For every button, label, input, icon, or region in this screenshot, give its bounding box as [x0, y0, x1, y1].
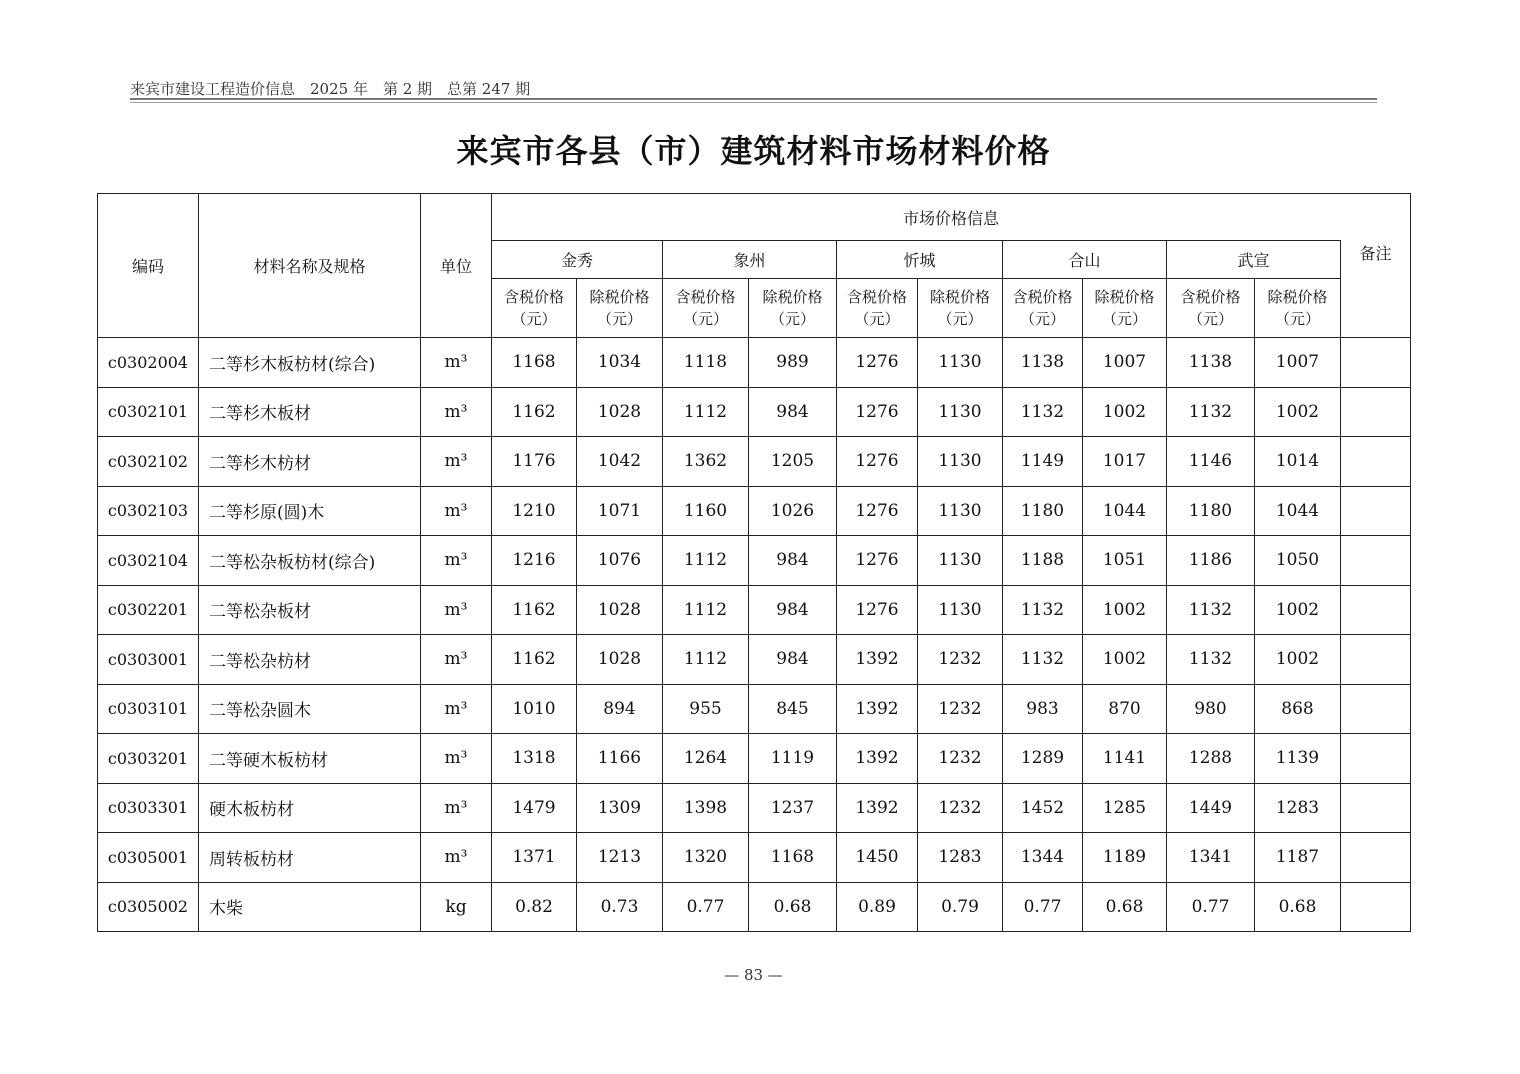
price-incl-tax-cell: 1132 [1167, 635, 1255, 685]
price-excl-tax-cell: 1205 [749, 437, 837, 487]
material-unit: m³ [421, 585, 492, 635]
col-header-price-excl-tax: 除税价格（元） [1083, 279, 1167, 338]
price-incl-tax-cell: 1276 [837, 536, 918, 586]
material-code: c0302004 [98, 338, 199, 388]
price-incl-tax-cell: 1264 [663, 734, 749, 784]
table-row [98, 734, 1411, 784]
remark-cell [1341, 635, 1411, 685]
page-title: 来宾市各县（市）建筑材料市场材料价格 [456, 132, 1051, 170]
price-excl-tax-cell: 1130 [918, 536, 1003, 586]
material-unit: kg [421, 882, 492, 932]
price-incl-tax-cell: 1132 [1003, 635, 1083, 685]
price-excl-tax-cell: 0.68 [749, 882, 837, 932]
market-info-header: 市场价格信息 [492, 194, 1411, 241]
remark-cell [1341, 734, 1411, 784]
material-name: 二等松杂板材 [199, 585, 421, 635]
price-incl-tax-cell: 1176 [492, 437, 577, 487]
material-code: c0302102 [98, 437, 199, 487]
material-name: 二等杉木板材 [199, 387, 421, 437]
material-code: c0302103 [98, 486, 199, 536]
price-excl-tax-cell: 1141 [1083, 734, 1167, 784]
price-incl-tax-cell: 1132 [1167, 585, 1255, 635]
price-incl-tax-cell: 1362 [663, 437, 749, 487]
price-incl-tax-cell: 1162 [492, 585, 577, 635]
material-name: 二等硬木板枋材 [199, 734, 421, 784]
remark-cell [1341, 387, 1411, 437]
col-header-price-excl-tax: 除税价格（元） [749, 279, 837, 338]
price-excl-tax-cell: 1130 [918, 585, 1003, 635]
price-table [97, 193, 1411, 932]
col-header-price-incl-tax: 含税价格（元） [1003, 279, 1083, 338]
price-incl-tax-cell: 0.82 [492, 882, 577, 932]
material-code: c0303201 [98, 734, 199, 784]
table-row [98, 338, 1411, 388]
table-row [98, 833, 1411, 883]
price-excl-tax-cell: 1119 [749, 734, 837, 784]
price-incl-tax-cell: 1112 [663, 635, 749, 685]
price-excl-tax-cell: 894 [577, 684, 663, 734]
material-name: 硬木板枋材 [199, 783, 421, 833]
page-number: — 83 — [724, 966, 783, 984]
material-unit: m³ [421, 437, 492, 487]
price-excl-tax-cell: 1051 [1083, 536, 1167, 586]
price-excl-tax-cell: 1213 [577, 833, 663, 883]
col-header-code: 编码 [98, 194, 199, 338]
material-unit: m³ [421, 684, 492, 734]
header-rule-thin [130, 102, 1377, 103]
price-excl-tax-cell: 1237 [749, 783, 837, 833]
price-excl-tax-cell: 1002 [1083, 585, 1167, 635]
price-incl-tax-cell: 1216 [492, 536, 577, 586]
price-excl-tax-cell: 1166 [577, 734, 663, 784]
price-incl-tax-cell: 1118 [663, 338, 749, 388]
price-excl-tax-cell: 1050 [1255, 536, 1341, 586]
col-header-price-incl-tax: 含税价格（元） [837, 279, 918, 338]
price-excl-tax-cell: 1028 [577, 585, 663, 635]
price-incl-tax-cell: 1289 [1003, 734, 1083, 784]
price-excl-tax-cell: 1309 [577, 783, 663, 833]
price-incl-tax-cell: 1112 [663, 387, 749, 437]
price-excl-tax-cell: 1002 [1255, 635, 1341, 685]
region-header: 合山 [1003, 241, 1167, 279]
price-excl-tax-cell: 1042 [577, 437, 663, 487]
price-excl-tax-cell: 1034 [577, 338, 663, 388]
price-incl-tax-cell: 1341 [1167, 833, 1255, 883]
material-name: 二等松杂板枋材(综合) [199, 536, 421, 586]
price-incl-tax-cell: 1146 [1167, 437, 1255, 487]
price-excl-tax-cell: 1139 [1255, 734, 1341, 784]
price-incl-tax-cell: 1371 [492, 833, 577, 883]
material-name: 二等松杂枋材 [199, 635, 421, 685]
material-name: 二等杉原(圆)木 [199, 486, 421, 536]
price-incl-tax-cell: 1180 [1167, 486, 1255, 536]
price-excl-tax-cell: 984 [749, 585, 837, 635]
material-code: c0305001 [98, 833, 199, 883]
material-code: c0302101 [98, 387, 199, 437]
price-excl-tax-cell: 1076 [577, 536, 663, 586]
price-incl-tax-cell: 1010 [492, 684, 577, 734]
price-excl-tax-cell: 1014 [1255, 437, 1341, 487]
price-excl-tax-cell: 1007 [1255, 338, 1341, 388]
material-unit: m³ [421, 338, 492, 388]
price-incl-tax-cell: 1392 [837, 684, 918, 734]
price-incl-tax-cell: 1398 [663, 783, 749, 833]
material-name: 二等杉木板枋材(综合) [199, 338, 421, 388]
price-incl-tax-cell: 1138 [1167, 338, 1255, 388]
price-excl-tax-cell: 1189 [1083, 833, 1167, 883]
material-unit: m³ [421, 536, 492, 586]
col-header-remark: 备注 [1341, 241, 1411, 338]
price-incl-tax-cell: 1186 [1167, 536, 1255, 586]
price-excl-tax-cell: 1017 [1083, 437, 1167, 487]
price-incl-tax-cell: 0.77 [663, 882, 749, 932]
price-incl-tax-cell: 1449 [1167, 783, 1255, 833]
price-excl-tax-cell: 1130 [918, 387, 1003, 437]
price-excl-tax-cell: 1044 [1255, 486, 1341, 536]
remark-cell [1341, 882, 1411, 932]
price-incl-tax-cell: 1479 [492, 783, 577, 833]
region-header: 忻城 [837, 241, 1003, 279]
remark-cell [1341, 437, 1411, 487]
material-unit: m³ [421, 833, 492, 883]
price-incl-tax-cell: 1168 [492, 338, 577, 388]
remark-cell [1341, 536, 1411, 586]
price-excl-tax-cell: 1071 [577, 486, 663, 536]
remark-cell [1341, 585, 1411, 635]
price-incl-tax-cell: 1276 [837, 437, 918, 487]
col-header-price-incl-tax: 含税价格（元） [663, 279, 749, 338]
remark-cell [1341, 486, 1411, 536]
price-incl-tax-cell: 955 [663, 684, 749, 734]
col-header-name: 材料名称及规格 [199, 194, 421, 338]
table-row [98, 684, 1411, 734]
price-excl-tax-cell: 1007 [1083, 338, 1167, 388]
price-incl-tax-cell: 1210 [492, 486, 577, 536]
price-incl-tax-cell: 980 [1167, 684, 1255, 734]
price-incl-tax-cell: 1392 [837, 783, 918, 833]
material-code: c0302201 [98, 585, 199, 635]
table-row [98, 437, 1411, 487]
price-incl-tax-cell: 1276 [837, 338, 918, 388]
col-header-price-incl-tax: 含税价格（元） [1167, 279, 1255, 338]
price-incl-tax-cell: 983 [1003, 684, 1083, 734]
price-excl-tax-cell: 1002 [1083, 635, 1167, 685]
price-excl-tax-cell: 0.68 [1255, 882, 1341, 932]
material-code: c0305002 [98, 882, 199, 932]
price-excl-tax-cell: 1232 [918, 734, 1003, 784]
price-excl-tax-cell: 1002 [1255, 387, 1341, 437]
table-row [98, 635, 1411, 685]
material-name: 二等松杂圆木 [199, 684, 421, 734]
material-unit: m³ [421, 783, 492, 833]
material-unit: m³ [421, 635, 492, 685]
price-excl-tax-cell: 868 [1255, 684, 1341, 734]
col-header-unit: 单位 [421, 194, 492, 338]
price-excl-tax-cell: 0.68 [1083, 882, 1167, 932]
price-incl-tax-cell: 1276 [837, 585, 918, 635]
price-incl-tax-cell: 0.77 [1003, 882, 1083, 932]
price-excl-tax-cell: 845 [749, 684, 837, 734]
table-row [98, 536, 1411, 586]
price-incl-tax-cell: 1132 [1003, 585, 1083, 635]
price-incl-tax-cell: 1188 [1003, 536, 1083, 586]
price-incl-tax-cell: 1180 [1003, 486, 1083, 536]
table-row [98, 486, 1411, 536]
price-excl-tax-cell: 1130 [918, 338, 1003, 388]
price-excl-tax-cell: 1285 [1083, 783, 1167, 833]
price-incl-tax-cell: 1450 [837, 833, 918, 883]
price-incl-tax-cell: 1149 [1003, 437, 1083, 487]
material-unit: m³ [421, 734, 492, 784]
material-unit: m³ [421, 387, 492, 437]
price-incl-tax-cell: 1276 [837, 486, 918, 536]
price-incl-tax-cell: 1288 [1167, 734, 1255, 784]
price-excl-tax-cell: 1232 [918, 684, 1003, 734]
price-excl-tax-cell: 984 [749, 536, 837, 586]
material-name: 木柴 [199, 882, 421, 932]
table-row [98, 882, 1411, 932]
price-excl-tax-cell: 1232 [918, 635, 1003, 685]
price-excl-tax-cell: 1044 [1083, 486, 1167, 536]
price-excl-tax-cell: 1130 [918, 486, 1003, 536]
price-excl-tax-cell: 1028 [577, 387, 663, 437]
price-incl-tax-cell: 1160 [663, 486, 749, 536]
price-incl-tax-cell: 0.77 [1167, 882, 1255, 932]
col-header-price-incl-tax: 含税价格（元） [492, 279, 577, 338]
price-excl-tax-cell: 1283 [918, 833, 1003, 883]
price-excl-tax-cell: 1283 [1255, 783, 1341, 833]
price-excl-tax-cell: 870 [1083, 684, 1167, 734]
price-excl-tax-cell: 1168 [749, 833, 837, 883]
price-excl-tax-cell: 1002 [1255, 585, 1341, 635]
price-excl-tax-cell: 1026 [749, 486, 837, 536]
price-excl-tax-cell: 1028 [577, 635, 663, 685]
col-header-price-excl-tax: 除税价格（元） [577, 279, 663, 338]
price-excl-tax-cell: 0.79 [918, 882, 1003, 932]
material-code: c0302104 [98, 536, 199, 586]
price-incl-tax-cell: 1132 [1167, 387, 1255, 437]
material-unit: m³ [421, 486, 492, 536]
region-header: 象州 [663, 241, 837, 279]
price-excl-tax-cell: 1232 [918, 783, 1003, 833]
material-name: 二等杉木枋材 [199, 437, 421, 487]
price-incl-tax-cell: 1112 [663, 585, 749, 635]
price-incl-tax-cell: 1112 [663, 536, 749, 586]
price-excl-tax-cell: 1002 [1083, 387, 1167, 437]
col-header-price-excl-tax: 除税价格（元） [918, 279, 1003, 338]
header-rule [130, 98, 1377, 100]
material-code: c0303101 [98, 684, 199, 734]
price-incl-tax-cell: 1452 [1003, 783, 1083, 833]
table-row [98, 783, 1411, 833]
price-incl-tax-cell: 1132 [1003, 387, 1083, 437]
price-incl-tax-cell: 1162 [492, 387, 577, 437]
price-excl-tax-cell: 989 [749, 338, 837, 388]
region-header: 金秀 [492, 241, 663, 279]
material-name: 周转板枋材 [199, 833, 421, 883]
price-incl-tax-cell: 1344 [1003, 833, 1083, 883]
price-incl-tax-cell: 1320 [663, 833, 749, 883]
region-header: 武宣 [1167, 241, 1341, 279]
table-row [98, 585, 1411, 635]
material-code: c0303301 [98, 783, 199, 833]
price-incl-tax-cell: 1162 [492, 635, 577, 685]
price-incl-tax-cell: 1392 [837, 635, 918, 685]
price-incl-tax-cell: 0.89 [837, 882, 918, 932]
price-excl-tax-cell: 0.73 [577, 882, 663, 932]
price-incl-tax-cell: 1276 [837, 387, 918, 437]
price-incl-tax-cell: 1138 [1003, 338, 1083, 388]
remark-cell [1341, 783, 1411, 833]
price-excl-tax-cell: 1130 [918, 437, 1003, 487]
price-incl-tax-cell: 1318 [492, 734, 577, 784]
table-row [98, 387, 1411, 437]
remark-cell [1341, 684, 1411, 734]
remark-cell [1341, 833, 1411, 883]
price-excl-tax-cell: 984 [749, 635, 837, 685]
material-code: c0303001 [98, 635, 199, 685]
price-excl-tax-cell: 1187 [1255, 833, 1341, 883]
price-incl-tax-cell: 1392 [837, 734, 918, 784]
price-excl-tax-cell: 984 [749, 387, 837, 437]
running-head: 来宾市建设工程造价信息 2025 年 第 2 期 总第 247 期 [130, 80, 531, 98]
col-header-price-excl-tax: 除税价格（元） [1255, 279, 1341, 338]
remark-cell [1341, 338, 1411, 388]
